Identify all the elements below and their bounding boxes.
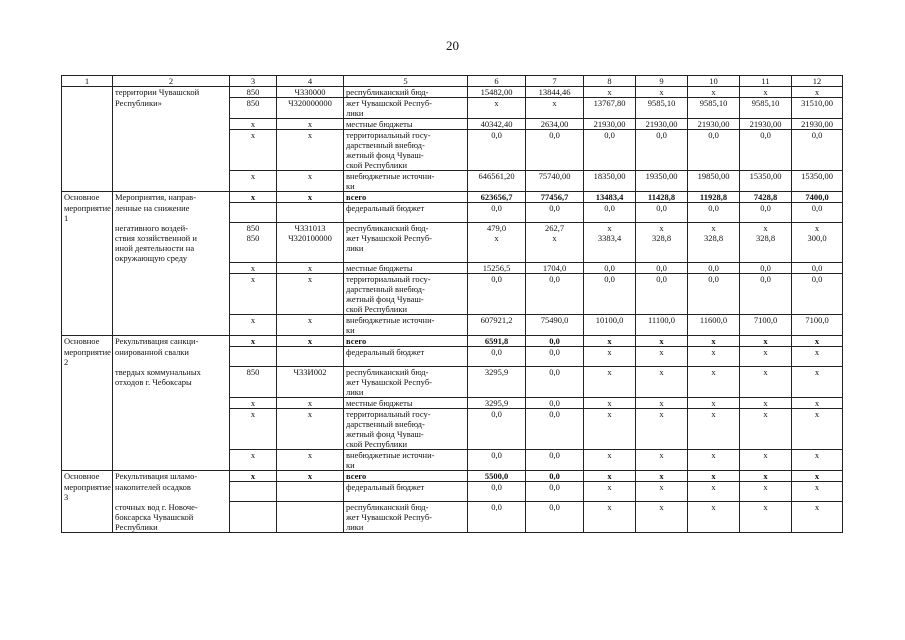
value-cell: 0,0 bbox=[584, 263, 636, 274]
value-cell: 0,0 bbox=[792, 263, 843, 274]
table-row bbox=[62, 502, 843, 533]
value-cell: 21930,00 bbox=[792, 119, 843, 130]
column-header: 12 bbox=[792, 76, 843, 87]
event-label-cell bbox=[62, 130, 113, 171]
value-cell: x bbox=[230, 398, 277, 409]
value-cell: 13483,4 bbox=[584, 192, 636, 203]
value-cell: 0,0 bbox=[526, 203, 584, 223]
value-cell: x bbox=[688, 502, 740, 533]
value-cell: x 328,8 bbox=[740, 223, 792, 263]
value-cell: 0,0 bbox=[526, 482, 584, 502]
value-cell: 6591,8 bbox=[468, 336, 526, 347]
funding-source-cell: республиканский бюд- жет Чувашской Респуб- лики bbox=[344, 367, 468, 398]
value-cell: x bbox=[584, 502, 636, 533]
funding-source-cell: территориальный госу- дарственный внебюд- жетный фонд Чуваш- ской Республики bbox=[344, 130, 468, 171]
budget-table bbox=[61, 75, 843, 533]
value-cell: x bbox=[584, 398, 636, 409]
column-header: 8 bbox=[584, 76, 636, 87]
value-cell: 0,0 bbox=[526, 450, 584, 471]
table-row bbox=[62, 192, 843, 203]
table-row bbox=[62, 336, 843, 347]
value-cell: 7100,0 bbox=[740, 315, 792, 336]
table-row bbox=[62, 274, 843, 315]
value-cell: 18350,00 bbox=[584, 171, 636, 192]
value-cell: x bbox=[636, 367, 688, 398]
value-cell: 21930,00 bbox=[688, 119, 740, 130]
value-cell bbox=[230, 482, 277, 502]
value-cell: 1704,0 bbox=[526, 263, 584, 274]
value-cell: 0,0 bbox=[468, 409, 526, 450]
table-row bbox=[62, 223, 843, 263]
value-cell: x 328,8 bbox=[688, 223, 740, 263]
value-cell: 0,0 bbox=[792, 274, 843, 315]
event-label-cell bbox=[62, 223, 113, 263]
value-cell: x bbox=[740, 450, 792, 471]
event-label-cell: Основное bbox=[62, 336, 113, 347]
value-cell: x bbox=[792, 409, 843, 450]
column-header: 7 bbox=[526, 76, 584, 87]
value-cell: 9585,10 bbox=[636, 98, 688, 119]
value-cell: 0,0 bbox=[526, 336, 584, 347]
event-label-cell bbox=[62, 367, 113, 398]
value-cell bbox=[277, 203, 344, 223]
value-cell: x bbox=[230, 315, 277, 336]
value-cell: x bbox=[792, 347, 843, 367]
funding-source-cell: территориальный госу- дарственный внебюд- жетный фонд Чуваш- ской Республики bbox=[344, 409, 468, 450]
value-cell: 15482,00 bbox=[468, 87, 526, 98]
value-cell: 0,0 bbox=[688, 130, 740, 171]
funding-source-cell: местные бюджеты bbox=[344, 398, 468, 409]
event-description-cell: территории Чувашской bbox=[113, 87, 230, 98]
event-description-cell bbox=[113, 130, 230, 171]
event-label-cell: Основное bbox=[62, 192, 113, 203]
column-header: 4 bbox=[277, 76, 344, 87]
value-cell: x bbox=[277, 336, 344, 347]
funding-source-cell: внебюджетные источни- ки bbox=[344, 450, 468, 471]
value-cell: 11928,8 bbox=[688, 192, 740, 203]
value-cell: 0,0 bbox=[740, 274, 792, 315]
value-cell: 5500,0 bbox=[468, 471, 526, 482]
funding-source-cell: всего bbox=[344, 192, 468, 203]
value-cell: 0,0 bbox=[636, 263, 688, 274]
event-label-cell bbox=[62, 315, 113, 336]
value-cell: 0,0 bbox=[468, 502, 526, 533]
value-cell: x bbox=[740, 471, 792, 482]
value-cell: 0,0 bbox=[526, 367, 584, 398]
value-cell bbox=[230, 347, 277, 367]
value-cell: x 3383,4 bbox=[584, 223, 636, 263]
value-cell: x bbox=[230, 274, 277, 315]
value-cell: x bbox=[688, 336, 740, 347]
value-cell bbox=[277, 347, 344, 367]
value-cell: 262,7 x bbox=[526, 223, 584, 263]
value-cell: 0,0 bbox=[526, 471, 584, 482]
value-cell: x bbox=[230, 171, 277, 192]
value-cell: 15350,00 bbox=[792, 171, 843, 192]
table-row bbox=[62, 450, 843, 471]
value-cell: x bbox=[584, 409, 636, 450]
table-row bbox=[62, 119, 843, 130]
column-header: 6 bbox=[468, 76, 526, 87]
value-cell: 19850,00 bbox=[688, 171, 740, 192]
funding-source-cell: федеральный бюджет bbox=[344, 482, 468, 502]
value-cell: x bbox=[636, 450, 688, 471]
event-description-cell bbox=[113, 171, 230, 192]
page-number: 20 bbox=[446, 38, 459, 53]
funding-source-cell: внебюджетные источни- ки bbox=[344, 171, 468, 192]
event-description-cell: онированной свалки bbox=[113, 347, 230, 367]
value-cell: 0,0 bbox=[584, 203, 636, 223]
value-cell: 0,0 bbox=[688, 263, 740, 274]
event-description-cell bbox=[113, 263, 230, 274]
value-cell bbox=[230, 502, 277, 533]
table-row bbox=[62, 398, 843, 409]
value-cell: x bbox=[688, 471, 740, 482]
value-cell: 850 bbox=[230, 367, 277, 398]
value-cell: x 300,0 bbox=[792, 223, 843, 263]
value-cell: 75740,00 bbox=[526, 171, 584, 192]
event-description-cell bbox=[113, 274, 230, 315]
value-cell: x bbox=[688, 482, 740, 502]
event-description-cell: негативного воздей- ствия хозяйственной и иной деятельности на окружающую среду bbox=[113, 223, 230, 263]
value-cell: x bbox=[792, 471, 843, 482]
value-cell: x bbox=[740, 367, 792, 398]
column-header: 10 bbox=[688, 76, 740, 87]
column-header: 1 bbox=[62, 76, 113, 87]
value-cell: x bbox=[230, 130, 277, 171]
event-description-cell: Рекультивация санкци- bbox=[113, 336, 230, 347]
event-label-cell bbox=[62, 450, 113, 471]
value-cell: 2634,00 bbox=[526, 119, 584, 130]
table-row bbox=[62, 471, 843, 482]
value-cell: 0,0 bbox=[688, 274, 740, 315]
value-cell: 646561,20 bbox=[468, 171, 526, 192]
event-label-cell bbox=[62, 409, 113, 450]
funding-source-cell: республиканский бюд- bbox=[344, 87, 468, 98]
value-cell: 0,0 bbox=[526, 409, 584, 450]
event-description-cell bbox=[113, 119, 230, 130]
value-cell: x bbox=[740, 482, 792, 502]
value-cell: x bbox=[740, 87, 792, 98]
value-cell: x bbox=[792, 398, 843, 409]
value-cell: x bbox=[636, 398, 688, 409]
value-cell: Ч33И002 bbox=[277, 367, 344, 398]
value-cell: 13767,80 bbox=[584, 98, 636, 119]
event-description-cell bbox=[113, 315, 230, 336]
value-cell: 0,0 bbox=[740, 130, 792, 171]
value-cell: 3295,9 bbox=[468, 398, 526, 409]
value-cell: 0,0 bbox=[526, 398, 584, 409]
value-cell: 10100,0 bbox=[584, 315, 636, 336]
event-description-cell: Рекультивация шламо- bbox=[113, 471, 230, 482]
value-cell: x bbox=[688, 398, 740, 409]
value-cell: x bbox=[636, 471, 688, 482]
event-description-cell: твердых коммунальных отходов г. Чебоксары bbox=[113, 367, 230, 398]
event-label-cell bbox=[62, 98, 113, 119]
value-cell: x bbox=[740, 502, 792, 533]
value-cell: 0,0 bbox=[792, 130, 843, 171]
value-cell: x bbox=[740, 398, 792, 409]
value-cell: 0,0 bbox=[526, 502, 584, 533]
value-cell: x bbox=[584, 471, 636, 482]
value-cell: x bbox=[792, 502, 843, 533]
value-cell: 850 850 bbox=[230, 223, 277, 263]
value-cell: x bbox=[584, 450, 636, 471]
value-cell: x bbox=[688, 367, 740, 398]
value-cell: x bbox=[277, 315, 344, 336]
event-label-cell bbox=[62, 502, 113, 533]
value-cell: 75490,0 bbox=[526, 315, 584, 336]
value-cell: x bbox=[277, 192, 344, 203]
value-cell: x bbox=[230, 450, 277, 471]
value-cell: 7100,0 bbox=[792, 315, 843, 336]
value-cell: x bbox=[636, 482, 688, 502]
value-cell: x bbox=[740, 336, 792, 347]
value-cell: 0,0 bbox=[468, 203, 526, 223]
value-cell: Ч330000 bbox=[277, 87, 344, 98]
column-header: 3 bbox=[230, 76, 277, 87]
value-cell: 0,0 bbox=[636, 274, 688, 315]
column-header: 9 bbox=[636, 76, 688, 87]
value-cell: 607921,2 bbox=[468, 315, 526, 336]
value-cell: x bbox=[584, 482, 636, 502]
value-cell: x bbox=[277, 409, 344, 450]
value-cell: 11100,0 bbox=[636, 315, 688, 336]
event-label-cell: мероприятие 1 bbox=[62, 203, 113, 223]
value-cell: x bbox=[277, 398, 344, 409]
value-cell: 0,0 bbox=[468, 274, 526, 315]
value-cell: 7428,8 bbox=[740, 192, 792, 203]
value-cell: x bbox=[230, 336, 277, 347]
value-cell: 13844,46 bbox=[526, 87, 584, 98]
value-cell: 9585,10 bbox=[740, 98, 792, 119]
value-cell: 0,0 bbox=[468, 347, 526, 367]
column-header: 5 bbox=[344, 76, 468, 87]
value-cell: x bbox=[468, 98, 526, 119]
value-cell: x 328,8 bbox=[636, 223, 688, 263]
value-cell: 7400,0 bbox=[792, 192, 843, 203]
value-cell: x bbox=[740, 409, 792, 450]
funding-source-cell: всего bbox=[344, 336, 468, 347]
value-cell: 19350,00 bbox=[636, 171, 688, 192]
value-cell: x bbox=[277, 263, 344, 274]
value-cell: 0,0 bbox=[636, 203, 688, 223]
value-cell: Ч320000000 bbox=[277, 98, 344, 119]
table-row bbox=[62, 263, 843, 274]
value-cell: x bbox=[277, 471, 344, 482]
value-cell: x bbox=[277, 450, 344, 471]
event-description-cell bbox=[113, 398, 230, 409]
value-cell: 77456,7 bbox=[526, 192, 584, 203]
value-cell: x bbox=[584, 347, 636, 367]
table-row bbox=[62, 315, 843, 336]
value-cell: x bbox=[277, 119, 344, 130]
funding-source-cell: республиканский бюд- жет Чувашской Респуб- лики bbox=[344, 223, 468, 263]
value-cell: 9585,10 bbox=[688, 98, 740, 119]
event-label-cell bbox=[62, 119, 113, 130]
value-cell: 0,0 bbox=[688, 203, 740, 223]
table-row bbox=[62, 482, 843, 502]
value-cell: x bbox=[636, 409, 688, 450]
value-cell: x bbox=[792, 450, 843, 471]
value-cell: x bbox=[792, 367, 843, 398]
value-cell: 0,0 bbox=[584, 274, 636, 315]
value-cell: 479,0 x bbox=[468, 223, 526, 263]
event-description-cell bbox=[113, 450, 230, 471]
event-description-cell: Республики» bbox=[113, 98, 230, 119]
value-cell bbox=[230, 203, 277, 223]
table-row bbox=[62, 347, 843, 367]
table-row bbox=[62, 98, 843, 119]
value-cell: x bbox=[584, 87, 636, 98]
value-cell: 40342,40 bbox=[468, 119, 526, 130]
value-cell: x bbox=[277, 274, 344, 315]
header-row bbox=[62, 76, 843, 87]
value-cell: x bbox=[636, 502, 688, 533]
value-cell: x bbox=[636, 336, 688, 347]
value-cell: 21930,00 bbox=[740, 119, 792, 130]
funding-source-cell: федеральный бюджет bbox=[344, 203, 468, 223]
value-cell: x bbox=[526, 98, 584, 119]
value-cell: 21930,00 bbox=[636, 119, 688, 130]
value-cell: 623656,7 bbox=[468, 192, 526, 203]
value-cell: x bbox=[636, 87, 688, 98]
event-label-cell: мероприятие 3 bbox=[62, 482, 113, 502]
value-cell: x bbox=[740, 347, 792, 367]
value-cell: 0,0 bbox=[468, 482, 526, 502]
value-cell: 850 bbox=[230, 87, 277, 98]
value-cell: 0,0 bbox=[468, 130, 526, 171]
value-cell: x bbox=[230, 471, 277, 482]
value-cell: 0,0 bbox=[792, 203, 843, 223]
value-cell: 11600,0 bbox=[688, 315, 740, 336]
value-cell: 0,0 bbox=[468, 450, 526, 471]
event-label-cell bbox=[62, 263, 113, 274]
table-row bbox=[62, 171, 843, 192]
table-row bbox=[62, 367, 843, 398]
value-cell: 0,0 bbox=[636, 130, 688, 171]
value-cell: 0,0 bbox=[526, 274, 584, 315]
value-cell: x bbox=[584, 336, 636, 347]
event-description-cell: накопителей осадков bbox=[113, 482, 230, 502]
funding-source-cell: республиканский бюд- жет Чувашской Респуб- лики bbox=[344, 502, 468, 533]
value-cell: 0,0 bbox=[526, 347, 584, 367]
value-cell: x bbox=[230, 192, 277, 203]
event-label-cell bbox=[62, 274, 113, 315]
value-cell: x bbox=[792, 482, 843, 502]
value-cell: x bbox=[230, 119, 277, 130]
table-row bbox=[62, 87, 843, 98]
value-cell: x bbox=[688, 409, 740, 450]
value-cell: 0,0 bbox=[740, 203, 792, 223]
value-cell: 0,0 bbox=[526, 130, 584, 171]
funding-source-cell: внебюджетные источни- ки bbox=[344, 315, 468, 336]
column-header: 2 bbox=[113, 76, 230, 87]
event-description-cell: сточных вод г. Новоче- боксарска Чувашской Республики bbox=[113, 502, 230, 533]
value-cell: x bbox=[688, 87, 740, 98]
value-cell: x bbox=[792, 336, 843, 347]
value-cell: x bbox=[584, 367, 636, 398]
value-cell: x bbox=[688, 450, 740, 471]
value-cell: 15350,00 bbox=[740, 171, 792, 192]
value-cell: 0,0 bbox=[584, 130, 636, 171]
value-cell: x bbox=[636, 347, 688, 367]
event-label-cell bbox=[62, 171, 113, 192]
funding-source-cell: федеральный бюджет bbox=[344, 347, 468, 367]
table-row bbox=[62, 203, 843, 223]
value-cell bbox=[277, 482, 344, 502]
value-cell bbox=[277, 502, 344, 533]
table-row bbox=[62, 409, 843, 450]
value-cell: 850 bbox=[230, 98, 277, 119]
event-label-cell bbox=[62, 87, 113, 98]
value-cell: x bbox=[230, 263, 277, 274]
event-label-cell: Основное bbox=[62, 471, 113, 482]
event-label-cell bbox=[62, 398, 113, 409]
event-description-cell: Мероприятия, направ- bbox=[113, 192, 230, 203]
value-cell: x bbox=[277, 171, 344, 192]
value-cell: x bbox=[688, 347, 740, 367]
value-cell: 3295,9 bbox=[468, 367, 526, 398]
funding-source-cell: всего bbox=[344, 471, 468, 482]
value-cell: x bbox=[230, 409, 277, 450]
funding-source-cell: жет Чувашской Респуб- лики bbox=[344, 98, 468, 119]
value-cell: 31510,00 bbox=[792, 98, 843, 119]
value-cell: 21930,00 bbox=[584, 119, 636, 130]
event-description-cell bbox=[113, 409, 230, 450]
value-cell: 11428,8 bbox=[636, 192, 688, 203]
column-header: 11 bbox=[740, 76, 792, 87]
funding-source-cell: территориальный госу- дарственный внебюд- жетный фонд Чуваш- ской Республики bbox=[344, 274, 468, 315]
event-label-cell: мероприятие 2 bbox=[62, 347, 113, 367]
value-cell: x bbox=[277, 130, 344, 171]
funding-source-cell: местные бюджеты bbox=[344, 119, 468, 130]
funding-source-cell: местные бюджеты bbox=[344, 263, 468, 274]
value-cell: 15256,5 bbox=[468, 263, 526, 274]
table-row bbox=[62, 130, 843, 171]
value-cell: 0,0 bbox=[740, 263, 792, 274]
value-cell: Ч331013 Ч320100000 bbox=[277, 223, 344, 263]
value-cell: x bbox=[792, 87, 843, 98]
event-description-cell: ленные на снижение bbox=[113, 203, 230, 223]
